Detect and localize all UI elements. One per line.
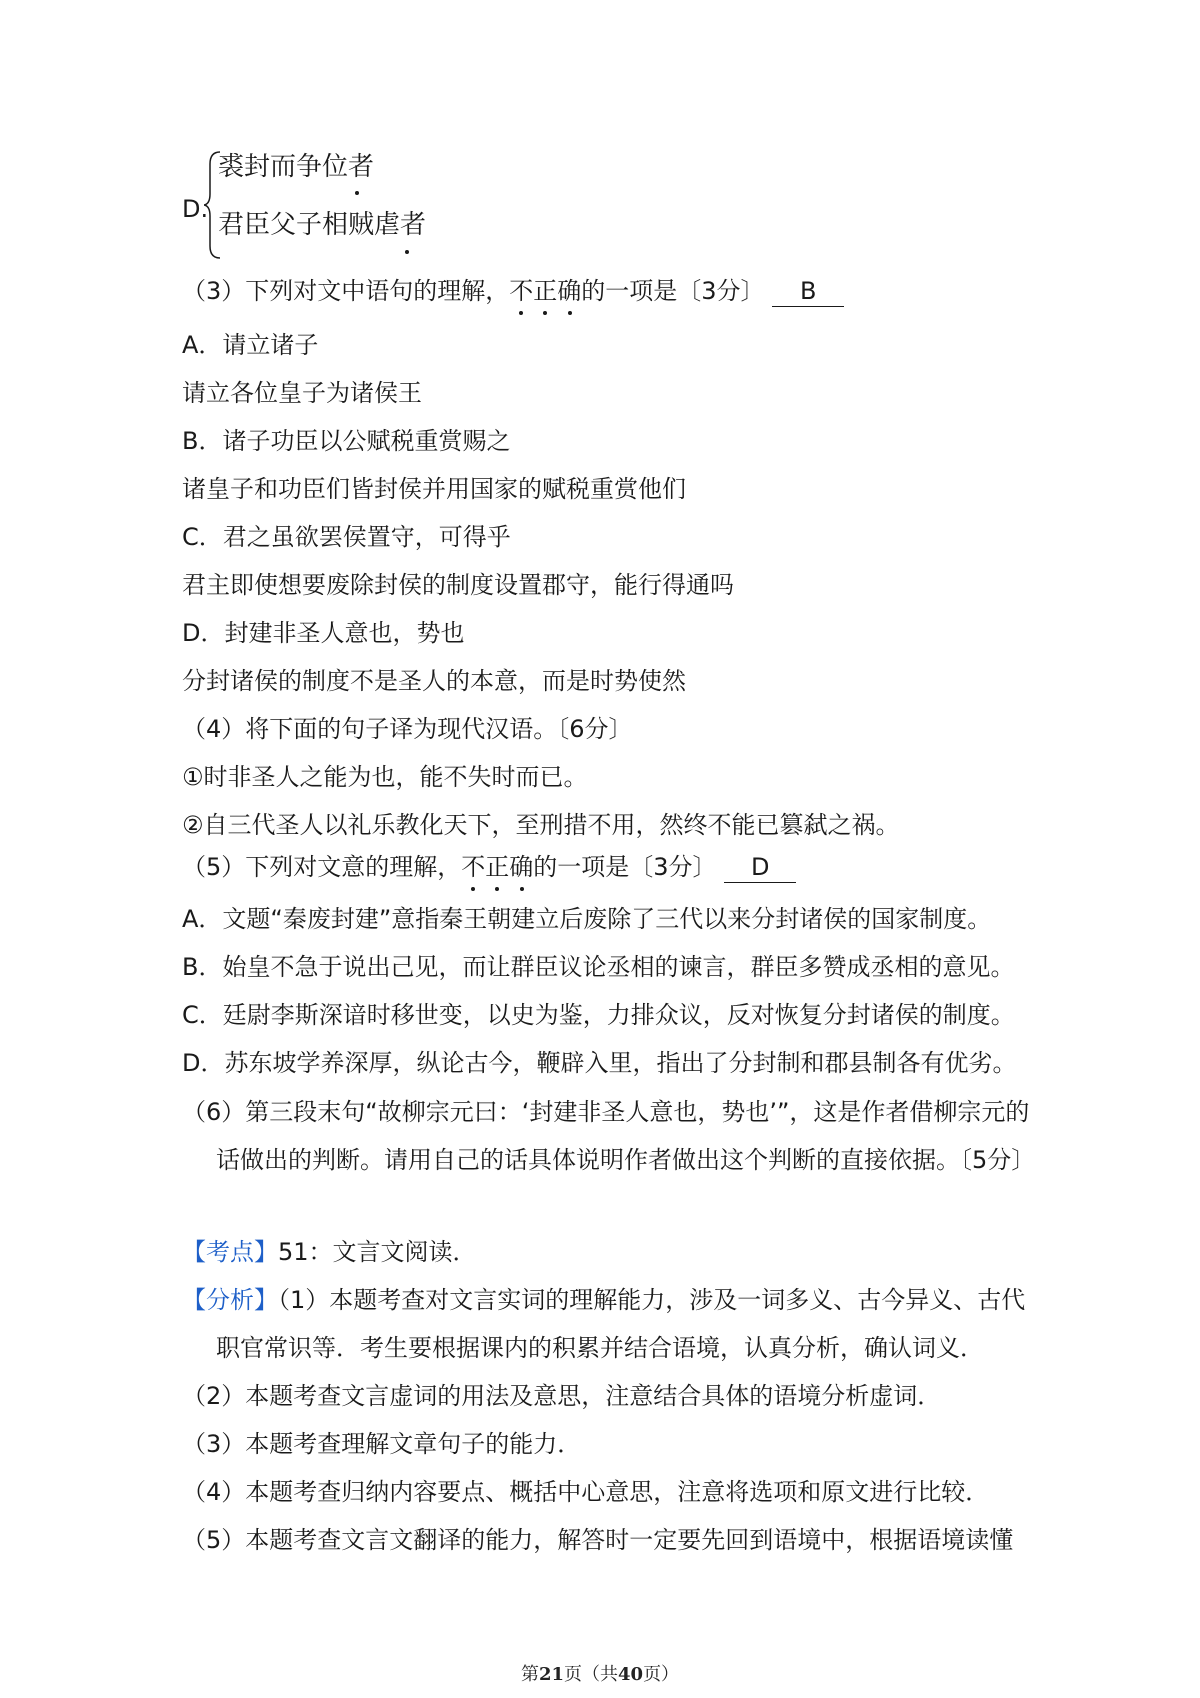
fenxi-tag: 【分析】 bbox=[182, 1286, 278, 1314]
question-4-item: ②自三代圣人以礼乐教化天下，至刑措不用，然终不能已篡弑之祸。 bbox=[182, 811, 900, 839]
question-3: （3）下列对文中语句的理解，不正确 的一项是〔3分〕 B bbox=[182, 276, 844, 307]
dotted-emphasis: 不正确 bbox=[509, 276, 581, 306]
question-6-line2: 话做出的判断。请用自己的话具体说明作者做出这个判断的直接依据。〔5分〕 bbox=[216, 1146, 1036, 1174]
question-6-line1: （6）第三段末句“故柳宗元曰：‘封建非圣人意也，势也’”，这是作者借柳宗元的 bbox=[182, 1098, 1030, 1126]
fenxi-item: （5）本题考查文言文翻译的能力，解答时一定要先回到语境中，根据语境读懂 bbox=[182, 1526, 1014, 1554]
fenxi-item: （4）本题考查归纳内容要点、概括中心意思，注意将选项和原文进行比较． bbox=[182, 1478, 990, 1506]
emphasis-dot bbox=[355, 191, 359, 195]
option-line: 诸皇子和功臣们皆封侯并用国家的赋税重赏他们 bbox=[182, 475, 686, 503]
option-line: C．君之虽欲罢侯置守，可得乎 bbox=[182, 523, 511, 551]
option-line: D．封建非圣人意也，势也 bbox=[182, 619, 465, 647]
option-line: 君主即使想要废除封侯的制度设置郡守，能行得通吗 bbox=[182, 571, 734, 599]
option-line: B．诸子功臣以公赋税重赏赐之 bbox=[182, 427, 511, 455]
option-line: C．廷尉李斯深谙时移世变，以史为鉴，力排众议，反对恢复分封诸侯的制度。 bbox=[182, 1001, 1015, 1029]
emphasis-dot bbox=[405, 250, 409, 254]
option-line: B．始皇不急于说出己见，而让群臣议论丞相的谏言，群臣多赞成丞相的意见。 bbox=[182, 953, 1015, 981]
d-option-line1: 裘封而争位者 bbox=[218, 152, 375, 182]
d-option-label: D. bbox=[182, 195, 209, 223]
option-line: D．苏东坡学养深厚，纵论古今，鞭辟入里，指出了分封制和郡县制各有优劣。 bbox=[182, 1049, 1017, 1077]
question-4-title: （4）将下面的句子译为现代汉语。〔6分〕 bbox=[182, 715, 633, 743]
answer-blank: D bbox=[724, 852, 796, 883]
option-line: A．请立诸子 bbox=[182, 331, 319, 359]
question-5: （5）下列对文意的理解，不正确 的一项是〔3分〕 D bbox=[182, 852, 796, 883]
fenxi-item: （2）本题考查文言虚词的用法及意思，注意结合具体的语境分析虚词． bbox=[182, 1382, 942, 1410]
kaodian-line: 【考点】51：文言文阅读． bbox=[182, 1238, 477, 1266]
d-option-line2: 君臣父子相贼虐者 bbox=[218, 210, 427, 240]
page-footer: 第21页（共40页） bbox=[520, 1664, 680, 1685]
option-line: 分封诸侯的制度不是圣人的本意，而是时势使然 bbox=[182, 667, 686, 695]
fenxi-line: 【分析】（1）本题考查对文言实词的理解能力，涉及一词多义、古今异义、古代 bbox=[182, 1286, 1026, 1314]
option-line: 请立各位皇子为诸侯王 bbox=[182, 379, 422, 407]
fenxi-item: （3）本题考查理解文章句子的能力． bbox=[182, 1430, 582, 1458]
option-line: A．文题“秦废封建”意指秦王朝建立后废除了三代以来分封诸侯的国家制度。 bbox=[182, 905, 992, 933]
fenxi-line2: 职官常识等．考生要根据课内的积累并结合语境，认真分析，确认词义． bbox=[216, 1334, 984, 1362]
answer-blank: B bbox=[772, 276, 844, 307]
dotted-emphasis: 不正确 bbox=[461, 852, 533, 882]
question-4-item: ①时非圣人之能为也，能不失时而已。 bbox=[182, 763, 588, 791]
kaodian-tag: 【考点】 bbox=[182, 1238, 278, 1266]
